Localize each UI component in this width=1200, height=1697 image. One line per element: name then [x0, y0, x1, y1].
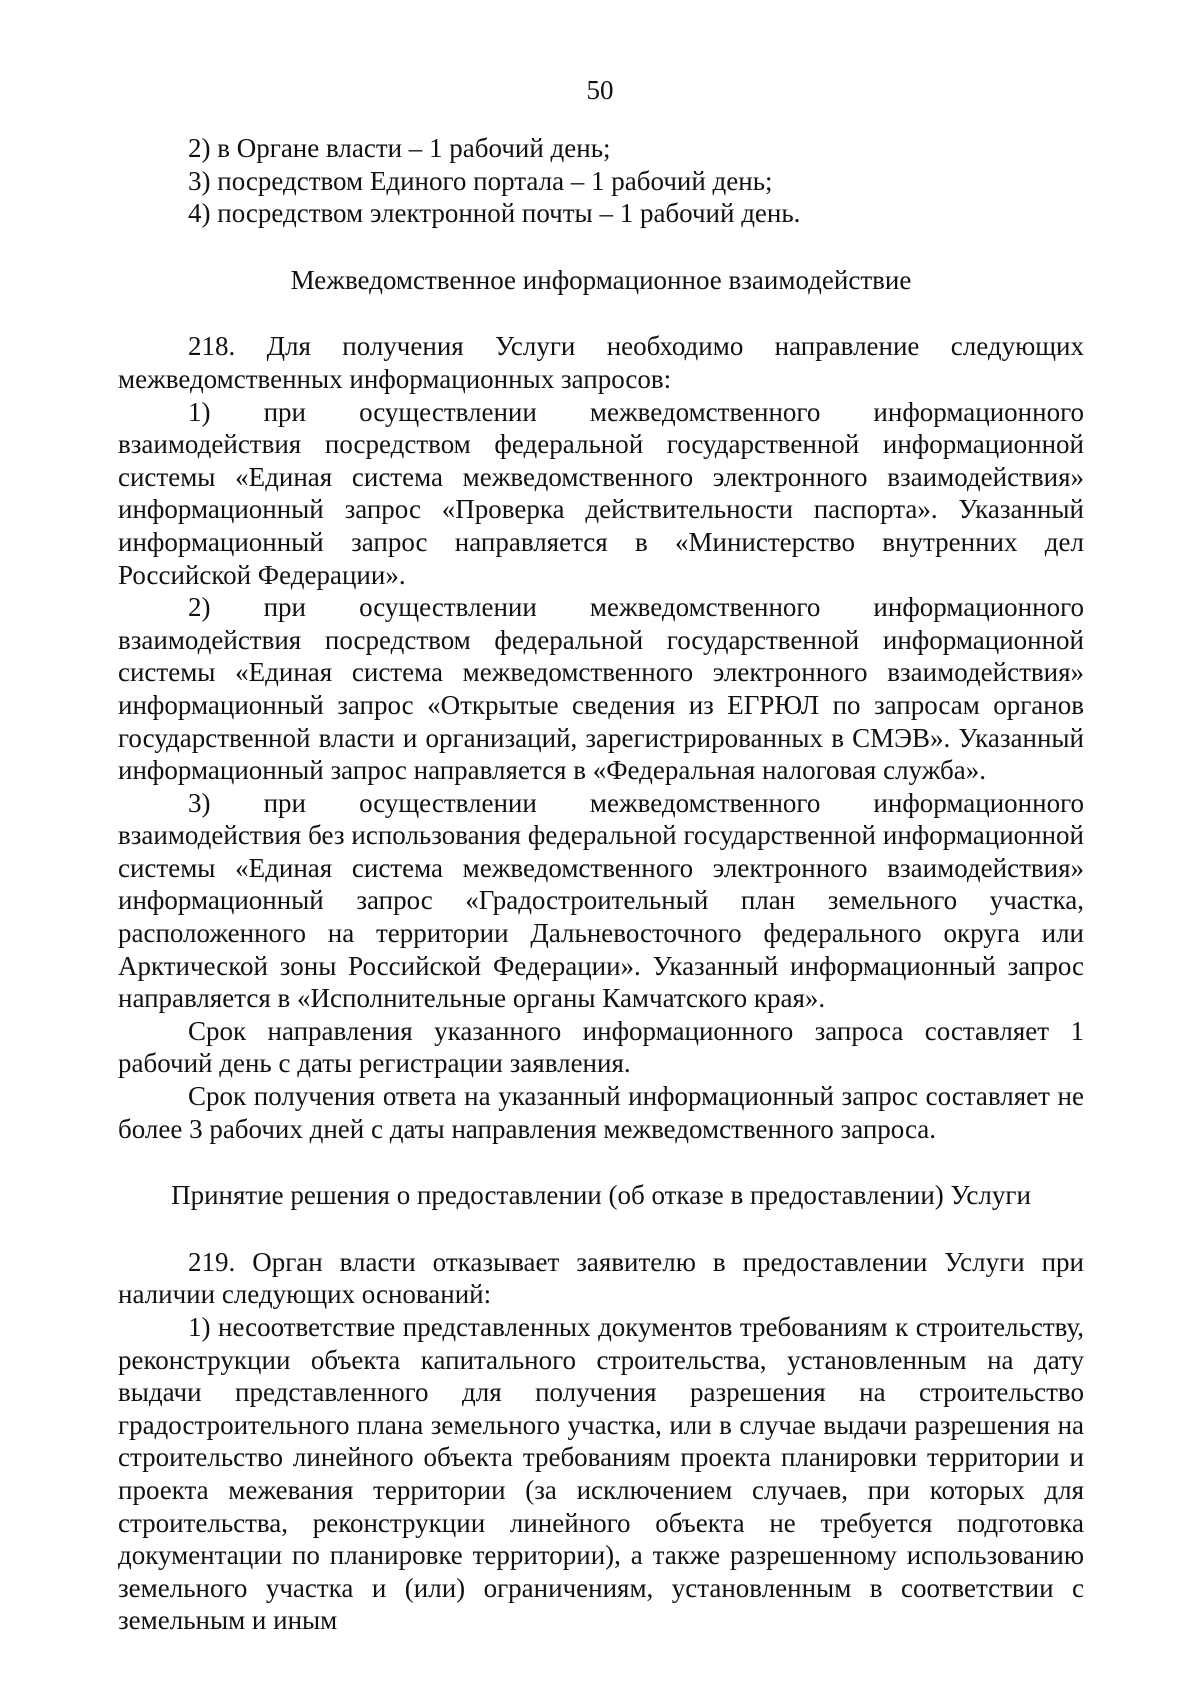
paragraph-218-item-2: 2) при осуществлении межведомственного информационного взаимодействия посредством федеральной государственной информационной системы «Единая система межведомственного электронного взаимодействия» информационный запрос «Открытые сведения из ЕГРЮЛ по запросам органов государственной власти и организаций, зарегистрированных в СМЭВ». Указанный информационный запрос направляется в «Федеральная налоговая служба». [118, 592, 1084, 786]
paragraph-218-item-3: 3) при осуществлении межведомственного информационного взаимодействия без использования федеральной государственной информационной системы «Единая система межведомственного электронного взаимодействия» информационный запрос «Градостроительный план земельного участка, расположенного на территории Дальневосточного федерального округа или Арктической зоны Российской Федерации». Указанный информационный запрос направляется в «Исполнительные органы Камчатского края». [118, 787, 1084, 1014]
paragraph-218-continued: межведомственных информационных запросов: [118, 363, 672, 394]
spacer [118, 230, 1084, 264]
paragraph-term-answer: Срок получения ответа на указанный информационный запрос составляет не более 3 рабочих дней с даты направления межведомственного запроса. [118, 1081, 1084, 1144]
page-number: 50 [586, 75, 614, 105]
spacer [118, 296, 1084, 330]
paragraph-218: 218. Для получения Услуги необходимо направление следующих [188, 331, 1084, 362]
document-body [118, 132, 1084, 1637]
section-heading: Межведомственное информационное взаимодействие [290, 264, 912, 295]
paragraph-218-item-1: 1) при осуществлении межведомственного информационного взаимодействия посредством федеральной государственной информационной системы «Единая система межведомственного электронного взаимодействия» информационный запрос «Проверка действительности паспорта». Указанный информационный запрос направляется в «Министерство внутренних дел Российской Федерации». [118, 396, 1084, 590]
list-item: 4) посредством электронной почты – 1 рабочий день. [188, 198, 801, 229]
paragraph-219-item-1: 1) несоответствие представленных документов требованиям к строительству, реконструкции объекта капитального строительства, установленным на дату выдачи представленного для получения разрешения на строительство градостроительного плана земельного участка, или в случае выдачи разрешения на строительство линейного объекта требованиям проекта планировки территории и проекта межевания территории (за исключением случаев, при которых для строительства, реконструкции линейного объекта не требуется подготовка документации по планировке территории), а также разрешенному использованию земельного участка и (или) ограничениям, установленным в соответствии с земельным и иным [118, 1312, 1084, 1636]
spacer [118, 1212, 1084, 1246]
list-item: 2) в Органе власти – 1 рабочий день; [188, 133, 611, 163]
section-heading: Принятие решения о предоставлении (об отказе в предоставлении) Услуги [171, 1180, 1031, 1211]
paragraph-219: 219. Орган власти отказывает заявителю в предоставлении Услуги при наличии следующих оснований: [118, 1246, 1084, 1310]
spacer [118, 1145, 1084, 1179]
paragraph-term-send: Срок направления указанного информационного запроса составляет 1 рабочий день с даты регистрации заявления. [118, 1015, 1084, 1079]
list-item: 3) посредством Единого портала – 1 рабочий день; [188, 165, 773, 196]
